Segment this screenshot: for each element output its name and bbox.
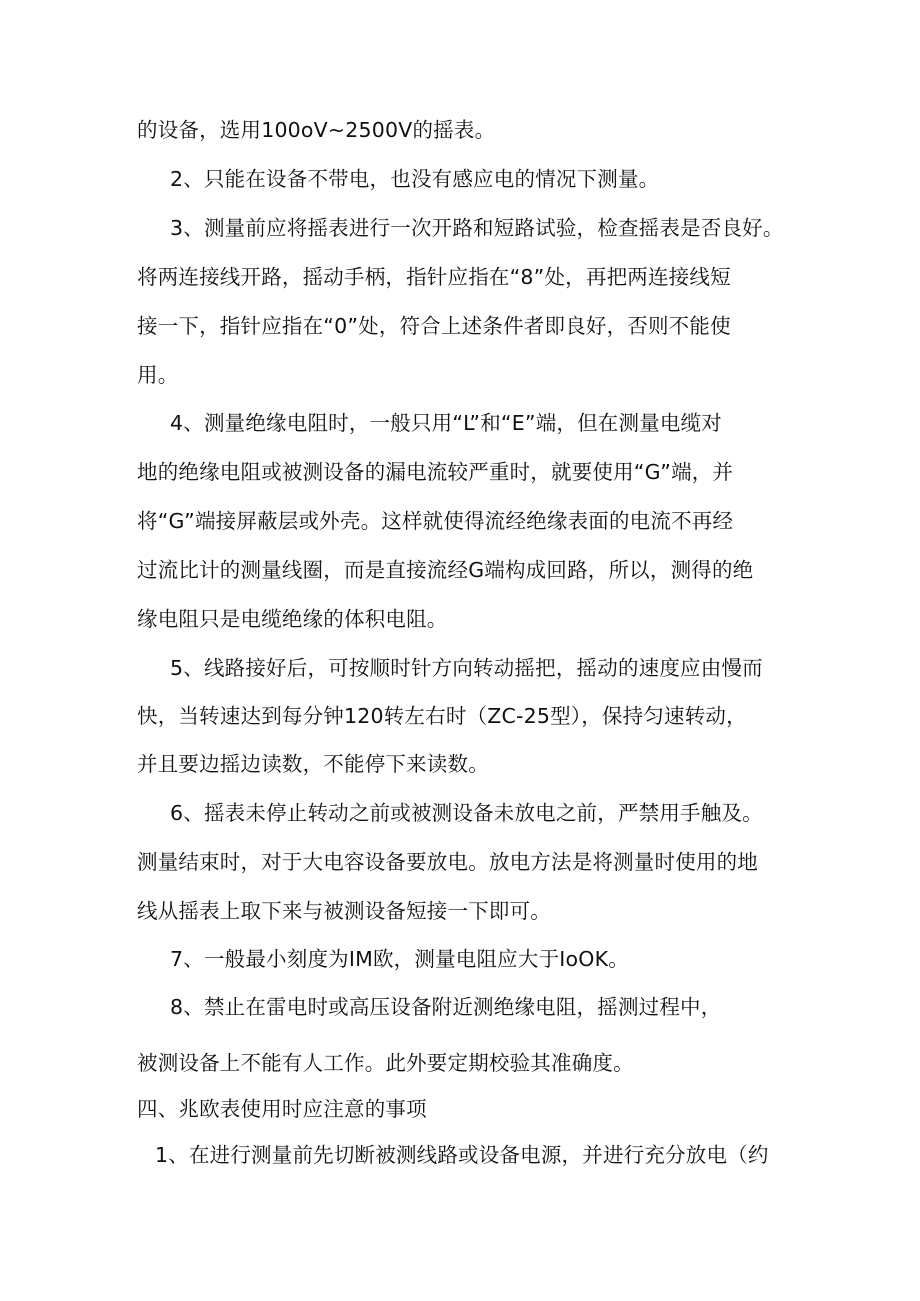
text-line: 6、摇表未停止转动之前或被测设备未放电之前，严禁用手触及。 bbox=[170, 801, 763, 825]
text-line: 的设备，选用100oV~2500V的摇表。 bbox=[137, 118, 496, 142]
text-line: 1、在进行测量前先切断被测线路或设备电源，并进行充分放电（约 bbox=[155, 1143, 769, 1167]
text-line: 并且要边摇边读数，不能停下来读数。 bbox=[137, 752, 489, 776]
text-line: 线从摇表上取下来与被测设备短接一下即可。 bbox=[137, 899, 551, 923]
text-line: 7、一般最小刻度为IM欧，测量电阻应大于IoOK。 bbox=[170, 947, 629, 971]
text-line: 过流比计的测量线圈，而是直接流经G端构成回路，所以，测得的绝 bbox=[137, 558, 754, 582]
text-line: 2、只能在设备不带电，也没有感应电的情况下测量。 bbox=[170, 167, 660, 191]
text-line: 接一下，指针应指在“0”处，符合上述条件者即良好，否则不能使 bbox=[137, 314, 731, 338]
text-line: 被测设备上不能有人工作。此外要定期校验其准确度。 bbox=[137, 1051, 634, 1075]
text-line: 将两连接线开路，摇动手柄，指针应指在“8”处，再把两连接线短 bbox=[137, 265, 731, 289]
text-line: 4、测量绝缘电阻时，一般只用“L”和“E”端，但在测量电缆对 bbox=[170, 411, 723, 435]
text-line: 测量结束时，对于大电容设备要放电。放电方法是将测量时使用的地 bbox=[137, 850, 758, 874]
text-line: 将“G”端接屏蔽层或外壳。这样就使得流经绝缘表面的电流不再经 bbox=[137, 509, 734, 533]
text-line: 缘电阻只是电缆绝缘的体积电阻。 bbox=[137, 607, 448, 631]
section-heading: 四、兆欧表使用时应注意的事项 bbox=[137, 1097, 427, 1121]
text-line: 用。 bbox=[137, 363, 179, 387]
text-line: 快，当转速达到每分钟120转左右时（ZC-25型），保持匀速转动， bbox=[137, 704, 747, 728]
text-line: 3、测量前应将摇表进行一次开路和短路试验，检查摇表是否良好。 bbox=[170, 216, 784, 240]
text-line: 地的绝缘电阻或被测设备的漏电流较严重时，就要使用“G”端，并 bbox=[137, 460, 734, 484]
text-line: 8、禁止在雷电时或高压设备附近测绝缘电阻，摇测过程中， bbox=[170, 995, 722, 1019]
text-line: 5、线路接好后，可按顺时针方向转动摇把，摇动的速度应由慢而 bbox=[170, 656, 763, 680]
